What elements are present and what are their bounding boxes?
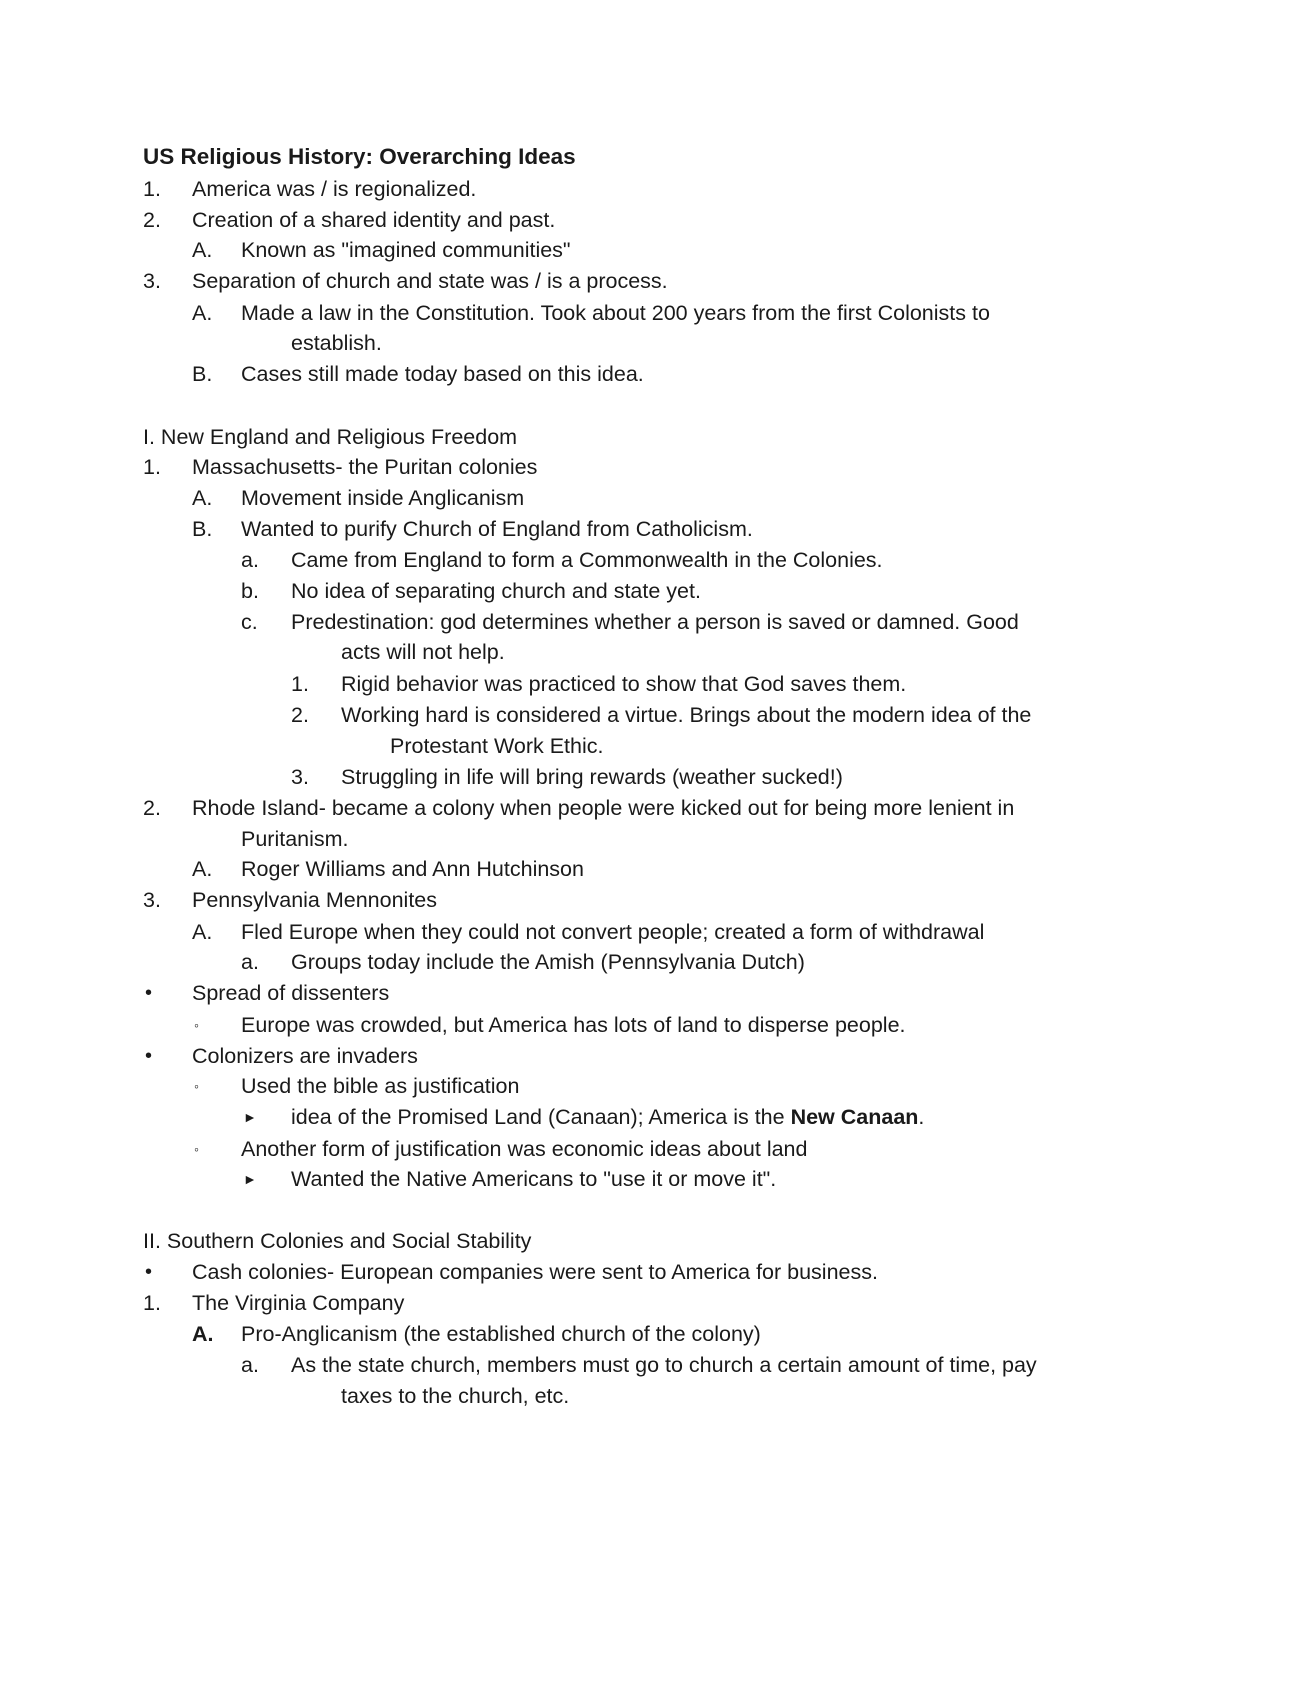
document-title: US Religious History: Overarching Ideas xyxy=(143,144,576,169)
list-marker: 2. xyxy=(143,796,161,820)
list-item-text: Predestination: god determines whether a person is saved or damned. Good xyxy=(291,610,1019,634)
list-marker: 2. xyxy=(143,208,161,232)
list-item-text: Puritanism. xyxy=(241,827,349,851)
list-marker: 3. xyxy=(291,765,309,789)
list-marker: A. xyxy=(192,301,213,325)
list-item-text: establish. xyxy=(291,331,382,355)
list-item-text: Struggling in life will bring rewards (weather sucked!) xyxy=(341,765,843,789)
list-item-text: The Virginia Company xyxy=(192,1291,405,1315)
list-item-text: Cash colonies- European companies were sent to America for business. xyxy=(192,1260,878,1284)
list-marker: A. xyxy=(192,857,213,881)
circle-bullet-icon: ◦ xyxy=(194,1141,199,1157)
circle-bullet-icon: ◦ xyxy=(194,1078,199,1094)
list-item-text: Rigid behavior was practiced to show that God saves them. xyxy=(341,672,907,696)
list-marker: a. xyxy=(241,548,259,572)
list-marker: a. xyxy=(241,1353,259,1377)
list-item-text: No idea of separating church and state yet. xyxy=(291,579,701,603)
list-item-text: As the state church, members must go to church a certain amount of time, pay xyxy=(291,1353,1037,1377)
arrow-bullet-icon: ► xyxy=(243,1109,257,1125)
list-marker: 2. xyxy=(291,703,309,727)
list-item-text: Spread of dissenters xyxy=(192,981,390,1005)
list-item-text: Wanted the Native Americans to "use it or move it". xyxy=(291,1167,777,1191)
list-marker: 1. xyxy=(291,672,309,696)
list-item-text: Used the bible as justification xyxy=(241,1074,520,1098)
list-marker: 3. xyxy=(143,269,161,293)
list-marker: A. xyxy=(192,920,213,944)
list-item-text: America was / is regionalized. xyxy=(192,177,477,201)
list-item-text: idea of the Promised Land (Canaan); America is the New Canaan. xyxy=(291,1105,925,1129)
section-heading: II. Southern Colonies and Social Stability xyxy=(143,1229,532,1253)
list-marker: 1. xyxy=(143,177,161,201)
list-marker: A. xyxy=(192,238,213,262)
list-item-text: Another form of justification was economic ideas about land xyxy=(241,1137,808,1161)
list-item-text: Massachusetts- the Puritan colonies xyxy=(192,455,538,479)
emphasis-text: New Canaan xyxy=(790,1105,919,1129)
arrow-bullet-icon: ► xyxy=(243,1171,257,1187)
list-item-text: Colonizers are invaders xyxy=(192,1044,418,1068)
list-item-text: Wanted to purify Church of England from Catholicism. xyxy=(241,517,753,541)
bullet-icon: • xyxy=(145,982,153,1004)
list-item-text: Protestant Work Ethic. xyxy=(390,734,604,758)
list-item-text: Cases still made today based on this idea. xyxy=(241,362,644,386)
list-item-text: acts will not help. xyxy=(341,640,505,664)
list-item-text: Known as "imagined communities" xyxy=(241,238,571,262)
bullet-icon: • xyxy=(145,1045,153,1067)
list-item-text: Fled Europe when they could not convert people; created a form of withdrawal xyxy=(241,920,985,944)
list-marker: b. xyxy=(241,579,259,603)
list-item-text: Pennsylvania Mennonites xyxy=(192,888,438,912)
list-marker: 1. xyxy=(143,1291,161,1315)
list-item-text: Working hard is considered a virtue. Brings about the modern idea of the xyxy=(341,703,1032,727)
list-marker: B. xyxy=(192,517,213,541)
list-marker: 1. xyxy=(143,455,161,479)
list-item-text: Pro-Anglicanism (the established church of the colony) xyxy=(241,1322,761,1346)
list-item-text: Roger Williams and Ann Hutchinson xyxy=(241,857,584,881)
list-item-text: Creation of a shared identity and past. xyxy=(192,208,556,232)
list-marker: A. xyxy=(192,1322,214,1346)
list-marker: a. xyxy=(241,950,259,974)
list-item-text: taxes to the church, etc. xyxy=(341,1384,570,1408)
list-item-text: Made a law in the Constitution. Took about 200 years from the first Colonists to xyxy=(241,301,990,325)
section-heading: I. New England and Religious Freedom xyxy=(143,425,518,449)
circle-bullet-icon: ◦ xyxy=(194,1017,199,1033)
list-item-text: Rhode Island- became a colony when people were kicked out for being more lenient in xyxy=(192,796,1015,820)
list-item-text: Movement inside Anglicanism xyxy=(241,486,525,510)
list-marker: 3. xyxy=(143,888,161,912)
list-item-text: Groups today include the Amish (Pennsylvania Dutch) xyxy=(291,950,805,974)
list-marker: c. xyxy=(241,610,258,634)
bullet-icon: • xyxy=(145,1261,153,1283)
list-marker: B. xyxy=(192,362,213,386)
list-item-text: Came from England to form a Commonwealth in the Colonies. xyxy=(291,548,883,572)
list-marker: A. xyxy=(192,486,213,510)
list-item-text: Europe was crowded, but America has lots of land to disperse people. xyxy=(241,1013,906,1037)
list-item-text: Separation of church and state was / is a process. xyxy=(192,269,668,293)
